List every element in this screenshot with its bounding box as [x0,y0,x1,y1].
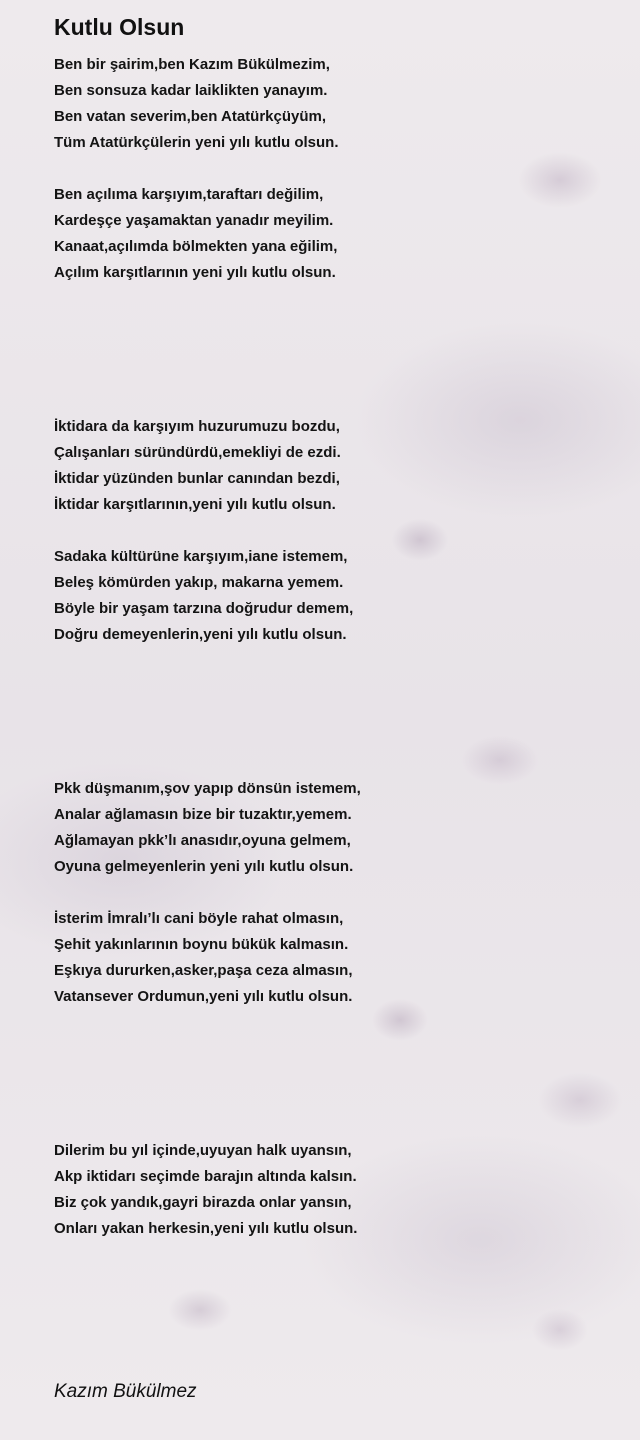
poem-line: Ben vatan severim,ben Atatürkçüyüm, [54,108,327,125]
poem-line: Kardeşçe yaşamaktan yanadır meyilim. [54,212,334,229]
poem-line: Tüm Atatürkçülerin yeni yılı kutlu olsun. [54,134,339,151]
poem-line: Oyuna gelmeyenlerin yeni yılı kutlu olsun. [54,858,354,875]
poem-author: Kazım Bükülmez [54,1381,197,1402]
poem-line: Akp iktidarı seçimde barajın altında kalsın. [54,1168,357,1185]
stanza-5 [54,776,614,880]
poem-line: Dilerim bu yıl içinde,uyuyan halk uyansın, [54,1142,352,1159]
stanza-2 [54,182,614,286]
poem-line: İktidar karşıtlarının,yeni yılı kutlu olsun. [54,496,336,513]
stanza-spacer [54,880,614,906]
poem-line: Böyle bir yaşam tarzına doğrudur demem, [54,600,354,617]
stanza-1 [54,52,614,156]
poem-line: Eşkıya dururken,asker,paşa ceza almasın, [54,962,353,979]
poem-line: Ben bir şairim,ben Kazım Bükülmezim, [54,56,330,73]
section-spacer [54,1010,614,1138]
poem-line: Ağlamayan pkk’lı anasıdır,oyuna gelmem, [54,832,351,849]
poem-body [54,52,614,1242]
section-spacer [54,286,614,414]
poem-line: İktidara da karşıyım huzurumuzu bozdu, [54,418,340,435]
poem-line: Kanaat,açılımda bölmekten yana eğilim, [54,238,338,255]
poem-line: Onları yakan herkesin,yeni yılı kutlu olsun. [54,1220,358,1237]
poem-title: Kutlu Olsun [54,14,185,40]
stanza-spacer [54,518,614,544]
stanza-7 [54,1138,614,1242]
poem-line: Çalışanları süründürdü,emekliyi de ezdi. [54,444,341,461]
poem-line: Ben sonsuza kadar laiklikten yanayım. [54,82,328,99]
poem-line: İktidar yüzünden bunlar canından bezdi, [54,470,340,487]
poem-line: Pkk düşmanım,şov yapıp dönsün istemem, [54,780,361,797]
poem-line: Analar ağlamasın bize bir tuzaktır,yemem. [54,806,352,823]
poem-line: Vatansever Ordumun,yeni yılı kutlu olsun. [54,988,353,1005]
poem-line: Doğru demeyenlerin,yeni yılı kutlu olsun. [54,626,347,643]
poem-line: Biz çok yandık,gayri birazda onlar yansın, [54,1194,352,1211]
poem-line: Şehit yakınlarının boynu bükük kalmasın. [54,936,349,953]
stanza-spacer [54,156,614,182]
stanza-4 [54,544,614,648]
stanza-6 [54,906,614,1010]
poem-line: Beleş kömürden yakıp, makarna yemem. [54,574,344,591]
poem-line: Ben açılıma karşıyım,taraftarı değilim, [54,186,324,203]
section-spacer [54,648,614,776]
poem-line: İsterim İmralı’lı cani böyle rahat olmasın, [54,910,344,927]
poem-line: Açılım karşıtlarının yeni yılı kutlu olsun. [54,264,336,281]
stanza-3 [54,414,614,518]
poem-line: Sadaka kültürüne karşıyım,iane istemem, [54,548,348,565]
